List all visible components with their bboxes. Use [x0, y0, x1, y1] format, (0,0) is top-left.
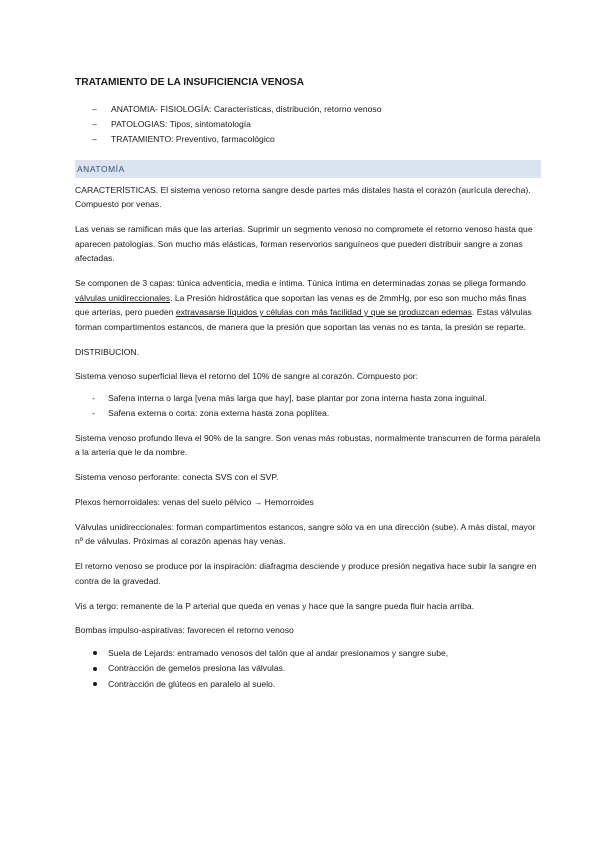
safena-item-text: Safena externa o corta: zona externa hasta zona poplítea. [108, 407, 330, 418]
dash-marker: – [92, 104, 97, 114]
bullet-icon [93, 682, 97, 686]
dash-marker: – [92, 134, 97, 145]
bullet-icon [93, 667, 97, 671]
paragraph-text: Se componen de 3 capas: túnica adventicia, media e íntima. Túnica íntima en determinadas zonas se pliega formando [75, 277, 526, 288]
outline-item-text: TRATAMIENTO: Preventivo, farmacológico [111, 134, 275, 145]
bombas-item [75, 646, 541, 662]
paragraph-ramificacion: Las venas se ramifican más que las arterias. Suprimir un segmento venoso no compromete el retorno venoso hasta que aparecen patologías. Son mucho más elásticas, forman reservorios sanguíneos que pueden distribuir sangre a zonas afectadas. [75, 223, 533, 264]
bombas-item [75, 661, 541, 677]
document-body [75, 76, 541, 692]
paragraph-perforante: Sistema venoso perforante: conecta SVS con el SVP. [75, 472, 279, 483]
paragraph-text: . Estas válvulas forman compartimentos estancos, de manera que la presión que soportan las venas no es tanta, la presión se reparte. [75, 307, 532, 332]
paragraph-superficial: Sistema venoso superficial lleva el retorno del 10% de sangre al corazón. Compuesto por: [75, 371, 418, 382]
bombas-item-text: Contracción de gemelos presiona las válvulas. [108, 663, 286, 674]
document-title: TRATAMIENTO DE LA INSUFICIENCIA VENOSA [75, 77, 305, 88]
underlined-text: extravasarse líquidos y células con más facilidad y que se produzcan edemas [175, 307, 472, 318]
section-heading-anatomia: ANATOMÍA [75, 160, 541, 178]
safena-item-text: Safena interna o larga [vena más larga que hay], base plantar por zona interna hasta zona inguinal. [108, 392, 487, 403]
bombas-item-text: Suela de Lejards: entramado venosos del talón que al andar presionamos y sangre sube, [108, 647, 449, 658]
outline-item-text: ANATOMIA- FISIOLOGÍA: Características, distribución, retorno venoso [111, 104, 382, 114]
paragraph-bombas: Bombas impulso-aspirativas: favorecen el retorno venoso [75, 625, 294, 636]
safena-item [75, 391, 541, 406]
paragraph-profundo: Sistema venoso profundo lleva el 90% de la sangre. Son venas más robustas, normalmente transcurren de forma paralela a la arteria que le da nombre. [75, 432, 541, 458]
paragraph-plexos: Plexos hemorroidales: venas del suelo pélvico → Hemorroides [75, 497, 314, 508]
paragraph-capas [75, 276, 541, 334]
safena-list [75, 391, 541, 421]
bullet-icon [93, 651, 97, 655]
underlined-text: válvulas unidireccionales [75, 292, 171, 303]
bombas-item [75, 677, 541, 693]
paragraph-text: . La Presión hidrostática que soportan las venas es de 2mmHg, por eso son mucho más finas que arterias, pero pueden [75, 292, 527, 318]
hyphen-marker: - [92, 407, 95, 418]
paragraph-retorno: El retorno venoso se produce por la inspiración: diafragma desciende y produce presión negativa hace subir la sangre en contra de la gravedad. [75, 561, 537, 586]
outline-item [75, 132, 541, 147]
bombas-list [75, 646, 541, 693]
paragraph-caracteristicas: CARACTERÍSTICAS. El sistema venoso retorna sangre desde partes más distales hasta el corazón (aurícula derecha). Compuesto por venas. [75, 184, 531, 210]
paragraph-vis-a-tergo: Vis a tergo: remanente de la P arterial que queda en venas y hace que la sangre pueda fluir hacia arriba. [75, 600, 475, 611]
paragraph-valvulas: Válvulas unidireccionales: forman compartimentos estancos, sangre sólo va en una dirección (sube). A más distal, mayor nº de válvulas. Próximas al corazón apenas hay venas. [75, 521, 536, 547]
hyphen-marker: - [92, 392, 95, 403]
dash-marker: – [92, 119, 97, 130]
heading-distribucion: DISTRIBUCION. [75, 346, 139, 357]
outline-item [75, 117, 541, 132]
outline-list [75, 102, 541, 148]
outline-item-text: PATOLOGIAS: Tipos, sintomatología [111, 119, 251, 130]
bombas-item-text: Contracción de glúteos en paralelo al suelo. [108, 678, 276, 689]
outline-item [75, 102, 541, 117]
safena-item [75, 406, 541, 421]
